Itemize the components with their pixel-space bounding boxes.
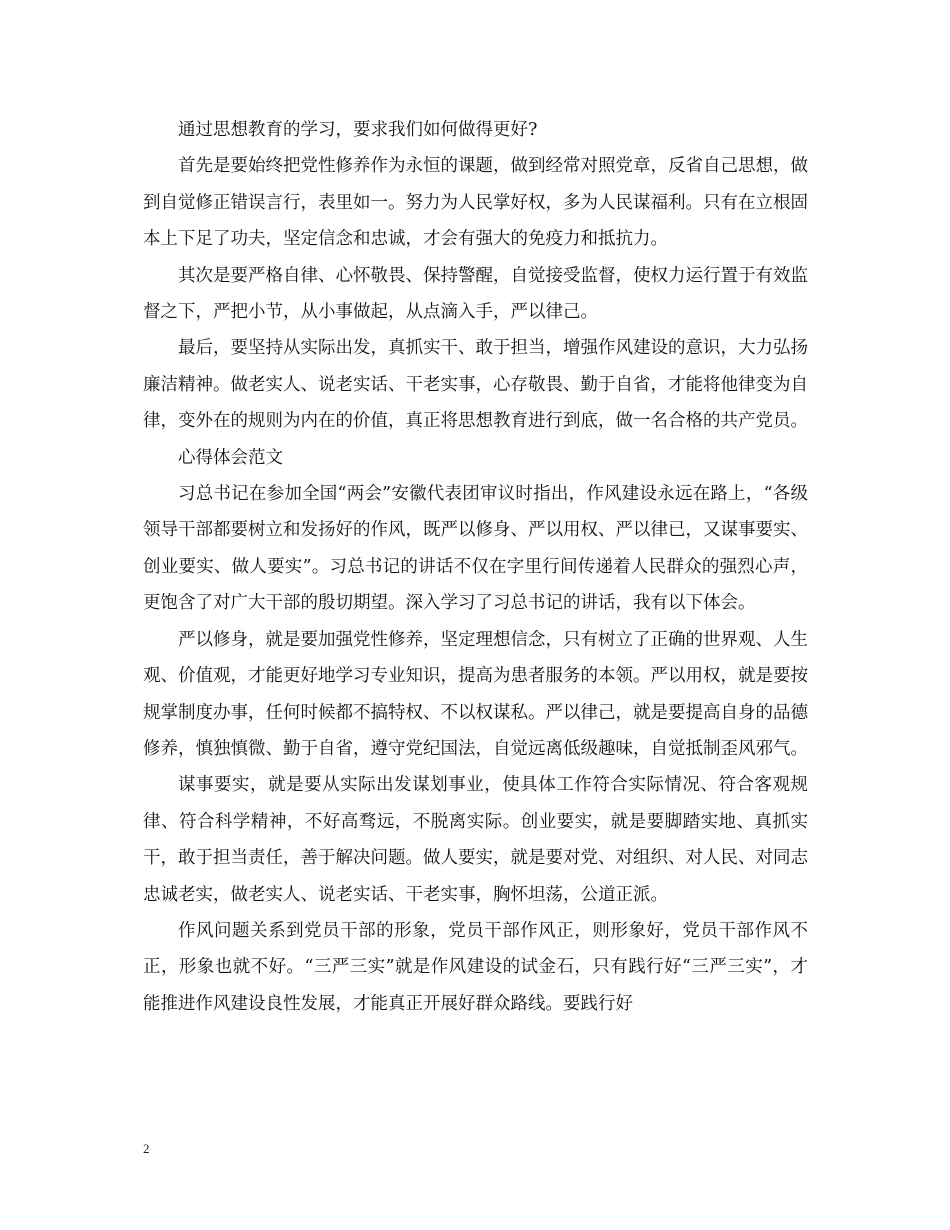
paragraph-1: 通过思想教育的学习，要求我们如何做得更好? bbox=[178, 120, 538, 140]
paragraph-4: 最后，要坚持从实际出发，真抓实干、敢于担当，增强作风建设的意识，大力弘扬廉洁精神。做老实人、说老实话、干老实事，心存敬畏、勤于自省，才能将他律变为自律，变外在的规则为内在的价值，真正将思想教育进行到底，做一名合格的共产党员。 bbox=[143, 338, 808, 432]
page-number: 2 bbox=[143, 1141, 150, 1156]
paragraph-5: 习总书记在参加全国“两会”安徽代表团审议时指出，作风建设永远在路上，“各级领导干部都要树立和发扬好的作风，既严以修身、严以用权、严以律已，又谋事要实、创业要实、做人要实”。习总书记的讲话不仅在字里行间传递着人民群众的强烈心声，更饱含了对广大干部的殷切期望。深入学习了习总书记的讲话，我有以下体会。 bbox=[143, 484, 808, 614]
paragraph-3: 其次是要严格自律、心怀敬畏、保持警醒，自觉接受监督，使权力运行置于有效监督之下，严把小节，从小事做起，从点滴入手，严以律己。 bbox=[143, 265, 808, 323]
paragraph-6: 严以修身，就是要加强党性修养，坚定理想信念，只有树立了正确的世界观、人生观、价值观，才能更好地学习专业知识，提高为患者服务的本领。严以用权，就是要按规掌制度办事，任何时候都不搞特权、不以权谋私。严以律己，就是要提高自身的品德修养，慎独慎微、勤于自省，遵守党纪国法，自觉远离低级趣味，自觉抵制歪风邪气。 bbox=[143, 629, 808, 759]
paragraph-8: 作风问题关系到党员干部的形象，党员干部作风正，则形象好，党员干部作风不正，形象也就不好。“三严三实”就是作风建设的试金石，只有践行好“三严三实”，才能推进作风建设良性发展，才能真正开展好群众路线。要践行好 bbox=[143, 920, 808, 1014]
paragraph-7: 谋事要实，就是要从实际出发谋划事业，使具体工作符合实际情况、符合客观规律、符合科学精神，不好高骛远，不脱离实际。创业要实，就是要脚踏实地、真抓实干，敢于担当责任，善于解决问题。做人要实，就是要对党、对组织、对人民、对同志忠诚老实，做老实人、说老实话、干老实事，胸怀坦荡，公道正派。 bbox=[143, 775, 808, 905]
paragraph-2: 首先是要始终把党性修养作为永恒的课题，做到经常对照党章，反省自己思想，做到自觉修正错误言行，表里如一。努力为人民掌好权，多为人民谋福利。只有在立根固本上下足了功夫，坚定信念和忠诚，才会有强大的免疫力和抵抗力。 bbox=[143, 156, 808, 250]
document-body bbox=[143, 112, 808, 1022]
section-heading: 心得体会范文 bbox=[178, 447, 283, 468]
